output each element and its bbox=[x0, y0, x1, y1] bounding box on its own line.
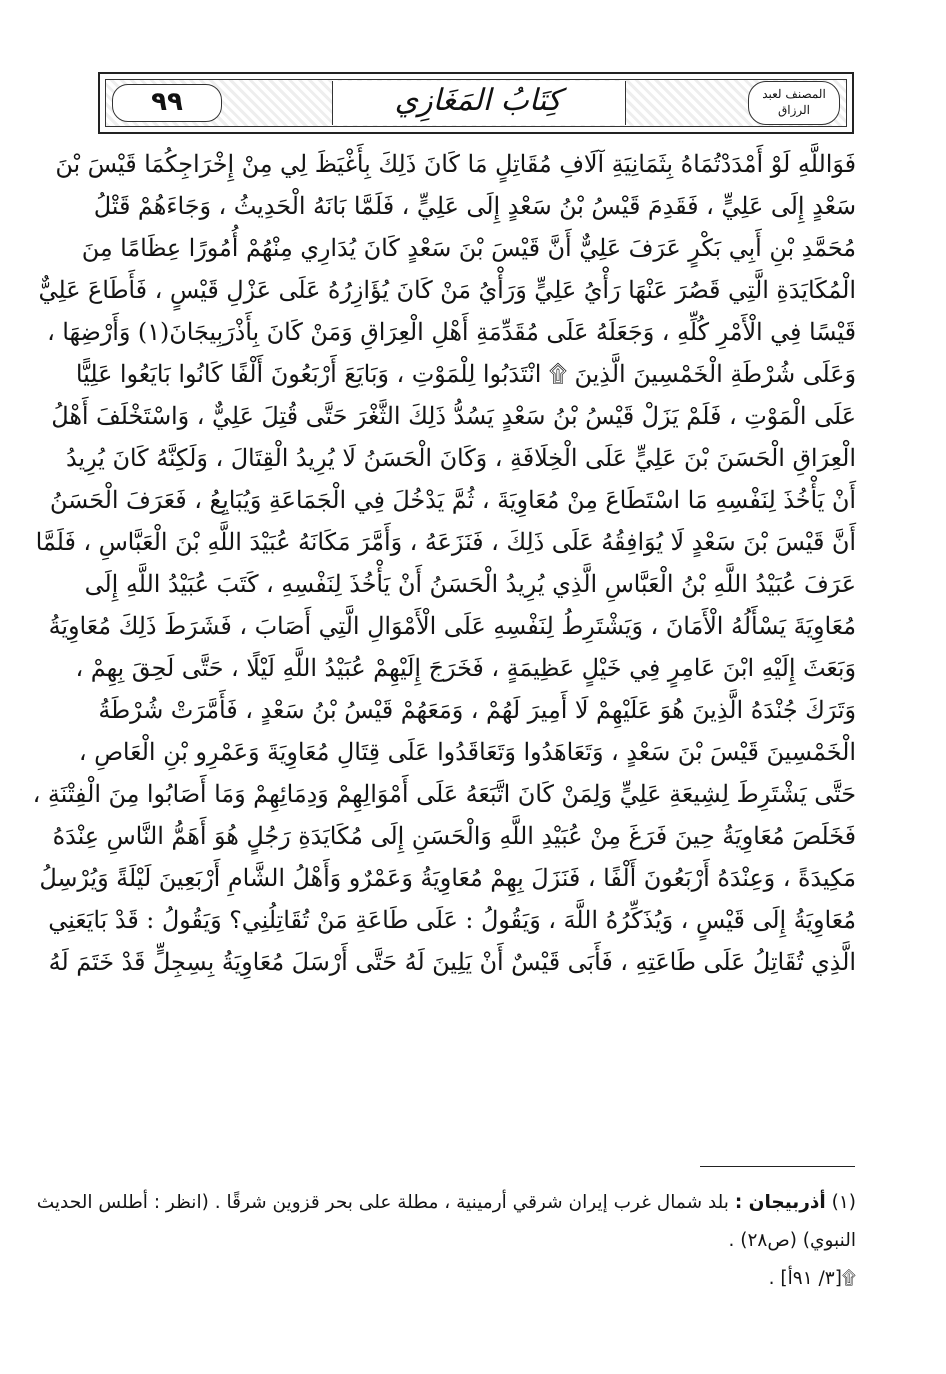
text-line: وَبَعَثَ إِلَيْهِ ابْنَ عَامِرٍ فِي خَيْلٍ عَظِيمَةٍ ، فَخَرَجَ إِلَيْهِمْ عُبَيْدُ اللَّهِ لَيْلًا ، حَتَّى لَحِقَ بِهِمْ ، bbox=[75, 654, 856, 682]
text-line: أَنَّ قَيْسَ بْنَ سَعْدٍ لَا يُوَافِقُهُ عَلَى ذَلِكَ ، فَنَزَعَهُ ، وَأَمَّرَ مَكَانَهُ عُبَيْدَ اللَّهِ بْنَ الْعَبَّاسِ ، فَلَمَّا bbox=[35, 528, 856, 556]
text-line bbox=[100, 983, 856, 1025]
text-line: مَكِيدَةً ، وَعِنْدَهُ أَرْبَعُونَ أَلْفًا ، فَنَزَلَ بِهِمْ مُعَاوِيَةُ وَعَمْرٌو وَأَهْلُ الشَّامِ أَرْبَعِينَ لَيْلَةً وَيُرْسِلُ bbox=[39, 864, 856, 892]
text-line: حَتَّى يَشْتَرِطَ لِشِيعَةِ عَلِيٍّ وَلِمَنْ كَانَ اتَّبَعَهُ عَلَى أَمْوَالِهِمْ وَدِمَائِهِمْ وَمَا أَصَابُوا مِنَ الْفِتْنَةِ ، bbox=[32, 780, 856, 808]
text-line: فَخَلَصَ مُعَاوِيَةُ حِينَ فَرَغَ مِنْ عُبَيْدِ اللَّهِ وَالْحَسَنِ إِلَى مُكَايَدَةِ رَجُلٍ هُوَ أَهَمُّ النَّاسِ عِنْدَهُ bbox=[52, 822, 856, 850]
text-line bbox=[100, 1025, 856, 1067]
footnote-text: بلد شمال غرب إيران شرقي أرمينية ، مطلة على بحر قزوين شرقًا . (انظر : أطلس الحديث bbox=[36, 1192, 729, 1213]
text-line bbox=[100, 1067, 856, 1109]
text-line: سَعْدٍ إِلَى عَلِيٍّ ، فَقَدِمَ قَيْسُ بْنُ سَعْدٍ إِلَى عَلِيٍّ ، فَلَمَّا بَانَهُ الْحَدِيثُ ، وَجَاءَهُمْ قَتْلُ bbox=[93, 192, 856, 220]
folio-reference: ۩[٣/ ٩١أ] . bbox=[768, 1268, 856, 1289]
text-line: مُعَاوِيَةَ يَسْأَلُهُ الْأَمَانَ ، وَيَشْتَرِطُ لِنَفْسِهِ عَلَى الْأَمْوَالِ الَّتِي أَصَابَ ، فَشَرَطَ ذَلِكَ مُعَاوِيَةُ bbox=[48, 612, 856, 640]
footnotes bbox=[36, 1184, 856, 1304]
text-line bbox=[100, 1109, 856, 1151]
footnote-marker: (١) bbox=[831, 1192, 856, 1213]
footnote-1-line-2: النبوي) (ص٢٨) . bbox=[728, 1230, 856, 1251]
page-number-cartouche bbox=[112, 84, 222, 122]
footnote-term: أذربيجان : bbox=[734, 1192, 826, 1213]
text-line: وَعَلَى شُرْطَةِ الْخَمْسِينَ الَّذِينَ ۩ انْتَدَبُوا لِلْمَوْتِ ، وَبَايَعَ أَرْبَعُونَ أَلْفًا كَانُوا بَايَعُوا عَلِيًّا bbox=[75, 360, 856, 388]
text-line: عَلَى الْمَوْتِ ، فَلَمْ يَزَلْ قَيْسُ بْنُ سَعْدٍ يَسُدُّ ذَلِكَ الثَّغْرَ حَتَّى قُتِلَ عَلِيٌّ ، وَاسْتَخْلَفَ أَهْلُ bbox=[51, 402, 856, 430]
seal-text: المصنف لعبد الرزاق bbox=[762, 87, 826, 117]
text-line: عَرَفَ عُبَيْدُ اللَّهِ بْنُ الْعَبَّاسِ الَّذِي يُرِيدُ الْحَسَنُ أَنْ يَأْخُذَ لِنَفْسِهِ ، كَتَبَ عُبَيْدُ اللَّهِ إِلَى bbox=[84, 570, 856, 598]
book-title: كِتَابُ المَغَازِي bbox=[394, 83, 562, 118]
text-line: مُعَاوِيَةُ إِلَى قَيْسٍ ، وَيُذَكِّرُهُ اللَّهَ ، وَيَقُولُ : عَلَى طَاعَةِ مَنْ تُقَاتِلُنِي؟ وَيَقُولُ : قَدْ بَايَعَنِي bbox=[48, 906, 856, 934]
text-line: الْخَمْسِينَ قَيْسَ بْنَ سَعْدٍ ، وَتَعَاهَدُوا وَتَعَاقَدُوا عَلَى قِتَالِ مُعَاوِيَةَ وَعَمْرِو بْنِ الْعَاصِ ، bbox=[78, 738, 856, 766]
text-line: قَيْسًا فِي الْأَمْرِ كُلِّهِ ، وَجَعَلَهُ عَلَى مُقَدِّمَةِ أَهْلِ الْعِرَاقِ وَمَنْ كَانَ بِأَذْرَبِيجَانَ(١) وَأَرْضِهَا ، bbox=[47, 318, 856, 346]
text-line: الْمُكَايَدَةِ الَّتِي قَصُرَ عَنْهَا رَأْيُ عَلِيٍّ وَرَأْيُ مَنْ كَانَ يُؤَازِرُهُ عَلَى عَزْلِ قَيْسٍ ، فَأَطَاعَ عَلِيٌّ bbox=[38, 276, 856, 304]
footnote-separator bbox=[700, 1166, 855, 1167]
text-line: الْعِرَاقِ الْحَسَنَ بْنَ عَلِيٍّ عَلَى الْخِلَافَةِ ، وَكَانَ الْحَسَنُ لَا يُرِيدُ الْقِتَالَ ، وَلَكِنَّهُ كَانَ يُرِيدُ bbox=[66, 444, 856, 472]
main-text bbox=[32, 143, 856, 1151]
footnote-1-line-1 bbox=[36, 1184, 856, 1222]
publisher-seal-logo bbox=[748, 81, 840, 125]
text-line: وَتَرَكَ جُنْدَهُ الَّذِينَ هُوَ عَلَيْهِمْ لَا أَمِيرَ لَهُمْ ، وَمَعَهُمْ قَيْسُ بْنُ سَعْدٍ ، فَأَمَّرَتْ شُرْطَةُ bbox=[98, 696, 856, 724]
text-line: مُحَمَّدِ بْنِ أَبِي بَكْرٍ عَرَفَ عَلِيٌّ أَنَّ قَيْسَ بْنَ سَعْدٍ كَانَ يُدَارِي مِنْهُمْ أُمُورًا عِظَامًا مِنَ bbox=[81, 234, 856, 262]
page-number: ٩٩ bbox=[151, 87, 183, 117]
text-line: الَّذِي تُقَاتِلُ عَلَى طَاعَتِهِ ، فَأَبَى قَيْسٌ أَنْ يَلِينَ لَهُ حَتَّى أَرْسَلَ مُعَاوِيَةُ بِسِجِلٍّ قَدْ خَتَمَ لَهُ bbox=[48, 948, 856, 976]
page-header bbox=[98, 72, 854, 134]
text-line: فَوَاللَّهِ لَوْ أَمْدَدْتُمَاهُ بِثَمَانِيَةِ آلَافِ مُقَاتِلٍ مَا كَانَ ذَلِكَ بِأَغْيَظَ لِي مِنْ إِخْرَاجِكُمَا قَيْسَ بْنَ bbox=[55, 150, 856, 178]
text-line: أَنْ يَأْخُذَ لِنَفْسِهِ مَا اسْتَطَاعَ مِنْ مُعَاوِيَةَ ، ثُمَّ يَدْخُلَ فِي الْجَمَاعَةِ وَيُبَايِعُ ، فَعَرَفَ الْحَسَنُ bbox=[49, 486, 856, 514]
